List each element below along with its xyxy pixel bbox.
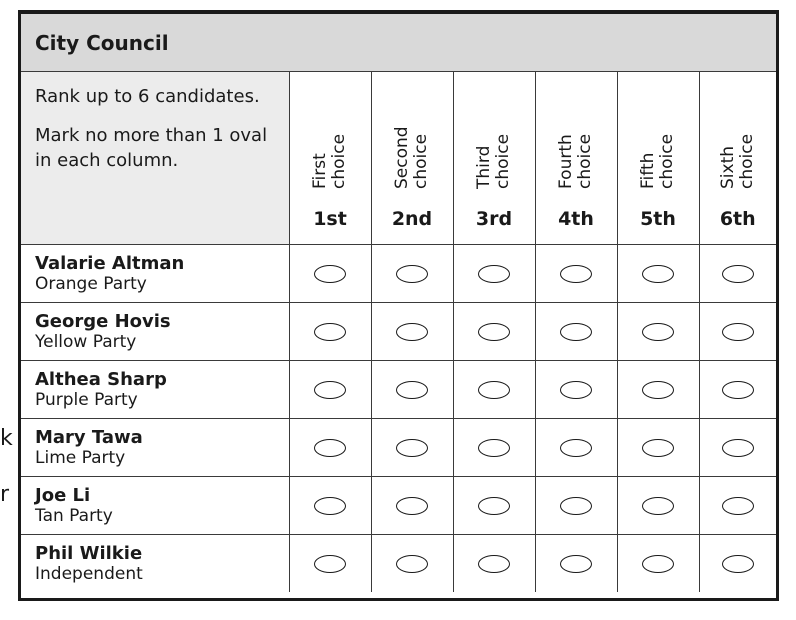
choice-ordinal: 1st <box>313 208 347 230</box>
oval-cell <box>289 361 371 419</box>
candidate-name: Joe Li <box>35 484 91 506</box>
vote-oval[interactable] <box>314 381 346 399</box>
choice-word: Fifth <box>638 152 658 189</box>
vote-oval[interactable] <box>396 555 428 573</box>
vote-oval[interactable] <box>396 497 428 515</box>
candidate-cell <box>21 303 289 361</box>
choice-ordinal: 3rd <box>475 208 513 230</box>
vote-oval[interactable] <box>478 439 510 457</box>
candidate-cell <box>21 419 289 477</box>
vote-oval[interactable] <box>314 323 346 341</box>
choice-label <box>393 115 431 189</box>
oval-cell <box>535 245 617 303</box>
oval-cell <box>453 361 535 419</box>
vote-oval[interactable] <box>722 555 754 573</box>
choice-label <box>311 115 349 189</box>
choice-header-1st <box>289 72 371 245</box>
candidate-party: Orange Party <box>35 273 147 294</box>
oval-cell <box>699 477 776 535</box>
candidate-party: Lime Party <box>35 447 126 468</box>
candidate-name: Mary Tawa <box>35 426 143 448</box>
choice-ordinal: 6th <box>719 208 756 230</box>
vote-oval[interactable] <box>642 381 674 399</box>
oval-cell <box>699 245 776 303</box>
vote-oval[interactable] <box>642 497 674 515</box>
choice-header-5th <box>617 72 699 245</box>
oval-cell <box>699 303 776 361</box>
choice-label <box>475 115 513 189</box>
candidate-party: Tan Party <box>35 505 113 526</box>
oval-cell <box>289 419 371 477</box>
oval-cell <box>371 245 453 303</box>
oval-cell <box>535 535 617 593</box>
oval-cell <box>289 477 371 535</box>
choice-header-4th <box>535 72 617 245</box>
edge-text-fragment: k <box>0 426 13 451</box>
vote-oval[interactable] <box>722 497 754 515</box>
oval-cell <box>699 419 776 477</box>
oval-cell <box>699 361 776 419</box>
choice-suffix: choice <box>493 133 513 189</box>
oval-cell <box>535 303 617 361</box>
choice-suffix: choice <box>657 133 677 189</box>
contest-title: City Council <box>21 14 776 72</box>
candidate-row <box>21 245 776 303</box>
vote-oval[interactable] <box>642 323 674 341</box>
vote-oval[interactable] <box>722 323 754 341</box>
vote-oval[interactable] <box>314 265 346 283</box>
candidate-name: George Hovis <box>35 310 171 332</box>
vote-oval[interactable] <box>478 497 510 515</box>
vote-oval[interactable] <box>642 555 674 573</box>
oval-cell <box>617 477 699 535</box>
choice-ordinal: 2nd <box>391 208 433 230</box>
choice-word: Sixth <box>717 145 738 189</box>
vote-oval[interactable] <box>642 265 674 283</box>
choice-word: Third <box>474 145 494 189</box>
vote-oval[interactable] <box>560 323 592 341</box>
candidate-party: Yellow Party <box>35 331 137 352</box>
vote-oval[interactable] <box>560 555 592 573</box>
candidate-row <box>21 535 776 593</box>
choice-header-2nd <box>371 72 453 245</box>
choice-suffix: choice <box>329 133 349 189</box>
vote-oval[interactable] <box>396 265 428 283</box>
candidate-row <box>21 477 776 535</box>
vote-oval[interactable] <box>314 497 346 515</box>
candidate-cell <box>21 535 289 593</box>
vote-oval[interactable] <box>560 381 592 399</box>
oval-cell <box>371 419 453 477</box>
vote-oval[interactable] <box>560 439 592 457</box>
choice-header-6th <box>699 72 776 245</box>
instruction-mark: Mark no more than 1 oval in each column. <box>35 125 268 171</box>
vote-oval[interactable] <box>314 439 346 457</box>
vote-oval[interactable] <box>478 381 510 399</box>
oval-cell <box>371 477 453 535</box>
oval-cell <box>289 245 371 303</box>
oval-cell <box>453 419 535 477</box>
instructions <box>21 72 289 245</box>
oval-cell <box>453 245 535 303</box>
candidate-name: Phil Wilkie <box>35 542 143 564</box>
choice-ordinal: 4th <box>558 208 594 230</box>
choice-ordinal: 5th <box>640 208 676 230</box>
instruction-rank: Rank up to 6 candidates. <box>35 86 260 107</box>
candidate-cell <box>21 361 289 419</box>
choice-word: First <box>310 153 330 189</box>
oval-cell <box>535 477 617 535</box>
oval-cell <box>453 535 535 593</box>
vote-oval[interactable] <box>722 439 754 457</box>
oval-cell <box>371 535 453 593</box>
candidate-name: Valarie Altman <box>35 252 185 274</box>
oval-cell <box>535 361 617 419</box>
oval-cell <box>535 419 617 477</box>
vote-oval[interactable] <box>478 265 510 283</box>
vote-oval[interactable] <box>560 265 592 283</box>
choice-word: Second <box>392 126 412 189</box>
oval-cell <box>617 303 699 361</box>
vote-oval[interactable] <box>722 265 754 283</box>
candidate-name: Althea Sharp <box>35 368 167 390</box>
choice-suffix: choice <box>736 133 757 189</box>
vote-oval[interactable] <box>314 555 346 573</box>
vote-oval[interactable] <box>478 555 510 573</box>
oval-cell <box>289 535 371 593</box>
choice-label <box>639 115 677 189</box>
candidate-cell <box>21 245 289 303</box>
candidate-party: Independent <box>35 563 143 584</box>
vote-oval[interactable] <box>478 323 510 341</box>
choice-label <box>557 115 595 189</box>
vote-oval[interactable] <box>396 381 428 399</box>
choice-label <box>719 115 757 189</box>
candidate-row <box>21 419 776 477</box>
oval-cell <box>617 419 699 477</box>
vote-oval[interactable] <box>642 439 674 457</box>
vote-oval[interactable] <box>396 439 428 457</box>
edge-text-fragment: r <box>0 482 10 507</box>
choice-suffix: choice <box>411 133 431 189</box>
oval-cell <box>617 535 699 593</box>
choice-suffix: choice <box>575 133 595 189</box>
vote-oval[interactable] <box>560 497 592 515</box>
oval-cell <box>453 477 535 535</box>
candidate-cell <box>21 477 289 535</box>
oval-cell <box>371 303 453 361</box>
oval-cell <box>453 303 535 361</box>
choice-header-3rd <box>453 72 535 245</box>
oval-cell <box>617 361 699 419</box>
ballot-contest <box>18 10 779 601</box>
oval-cell <box>371 361 453 419</box>
oval-cell <box>289 303 371 361</box>
candidate-row <box>21 361 776 419</box>
vote-oval[interactable] <box>722 381 754 399</box>
oval-cell <box>617 245 699 303</box>
vote-oval[interactable] <box>396 323 428 341</box>
candidate-party: Purple Party <box>35 389 138 410</box>
choice-word: Fourth <box>556 134 576 189</box>
ranking-grid <box>21 14 776 592</box>
candidate-row <box>21 303 776 361</box>
oval-cell <box>699 535 776 593</box>
